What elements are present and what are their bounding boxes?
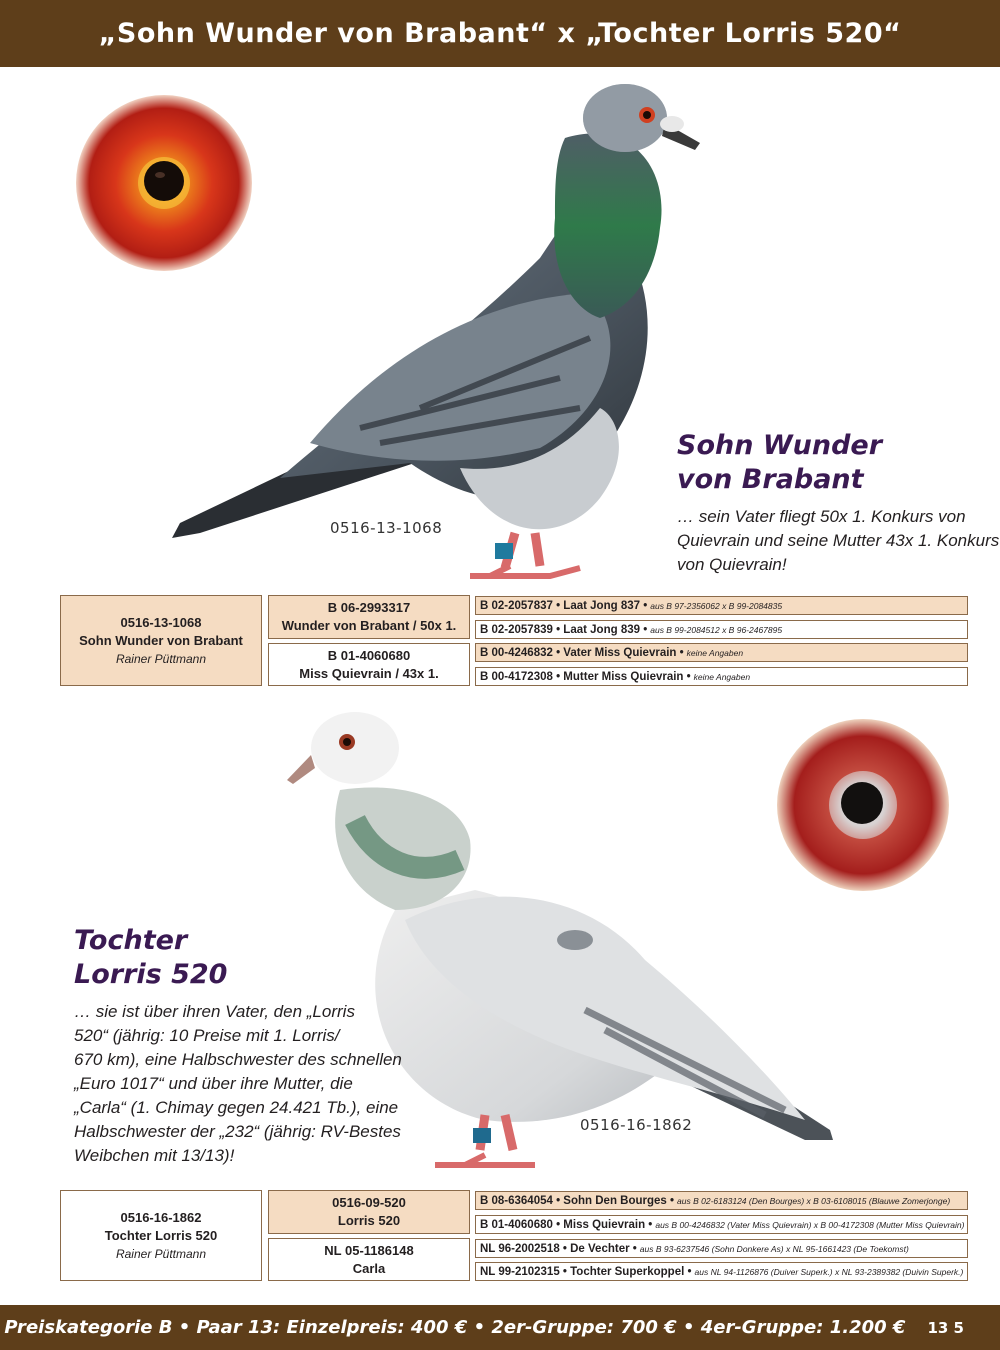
page-number: 13 5: [927, 1318, 964, 1337]
price-info: Preiskategorie B • Paar 13: Einzelpreis: 400 € • 2er-Gruppe: 700 € • 4er-Gruppe: 1.200 €: [4, 1317, 906, 1338]
pedigree-1-self: 0516-13-1068 Sohn Wunder von Brabant Rainer Püttmann: [60, 595, 262, 686]
pedigree-1-grandparent-2: B 02-2057839 • Laat Jong 839 • aus B 99-2084512 x B 96-2467895: [475, 620, 968, 639]
pedigree-2-grandparent-4: NL 99-2102315 • Tochter Superkoppel • aus NL 94-1126876 (Duiver Superk.) x NL 93-2389382 (Duivin Superk.): [475, 1262, 968, 1281]
photo-ring-label-1: 0516-13-1068: [330, 519, 443, 537]
pedigree-1-grandparent-4: B 00-4172308 • Mutter Miss Quievrain • keine Angaben: [475, 667, 968, 686]
pedigree-1-grandparent-3: B 00-4246832 • Vater Miss Quievrain • keine Angaben: [475, 643, 968, 662]
bird-2-description: … sie ist über ihren Vater, den „Lorris 520“ (jährig: 10 Preise mit 1. Lorris/ 670 km), eine Halbschwester des schnellen „Euro 1017“ und über ihre Mutter, die „Carla“ (1. Chimay gegen 24.421 Tb.), eine Halbschwester der „232“ (jährig: RV-Bestes Weibchen mit 13/13)!: [74, 1002, 402, 1165]
bird-1-name: Sohn Wunder von Brabant: [677, 430, 883, 495]
pedigree-1-sire: B 06-2993317 Wunder von Brabant / 50x 1.: [268, 595, 470, 639]
pedigree-2-sire: 0516-09-520 Lorris 520: [268, 1190, 470, 1234]
pedigree-2-grandparent-2: B 01-4060680 • Miss Quievrain • aus B 00-4246832 (Vater Miss Quievrain) x B 00-4172308 (Mutter Miss Quievrain): [475, 1215, 968, 1234]
bird-2-name: Tochter Lorris 520: [74, 925, 228, 990]
footer-bar: [0, 1305, 1000, 1350]
pedigree-2-self: 0516-16-1862 Tochter Lorris 520 Rainer Püttmann: [60, 1190, 262, 1281]
pedigree-1-dam: B 01-4060680 Miss Quievrain / 43x 1.: [268, 643, 470, 686]
pedigree-2-grandparent-3: NL 96-2002518 • De Vechter • aus B 93-6237546 (Sohn Donkere As) x NL 95-1661423 (De Toekomst): [475, 1239, 968, 1258]
header-bar: [0, 0, 1000, 67]
pedigree-2-grandparent-1: B 08-6364054 • Sohn Den Bourges • aus B 02-6183124 (Den Bourges) x B 03-6108015 (Blauwe Zomerjonge): [475, 1191, 968, 1210]
pigeon-photo-1: [160, 78, 720, 593]
bird-1-description: … sein Vater fliegt 50x 1. Konkurs von Quievrain und seine Mutter 43x 1. Konkurs von Quievrain!: [677, 507, 1000, 574]
page-title: „Sohn Wunder von Brabant“ x „Tochter Lorris 520“: [98, 18, 902, 49]
pedigree-1-grandparent-1: B 02-2057837 • Laat Jong 837 • aus B 97-2356062 x B 99-2084835: [475, 596, 968, 615]
pedigree-2-dam: NL 05-1186148 Carla: [268, 1238, 470, 1281]
photo-ring-label-2: 0516-16-1862: [580, 1116, 693, 1134]
